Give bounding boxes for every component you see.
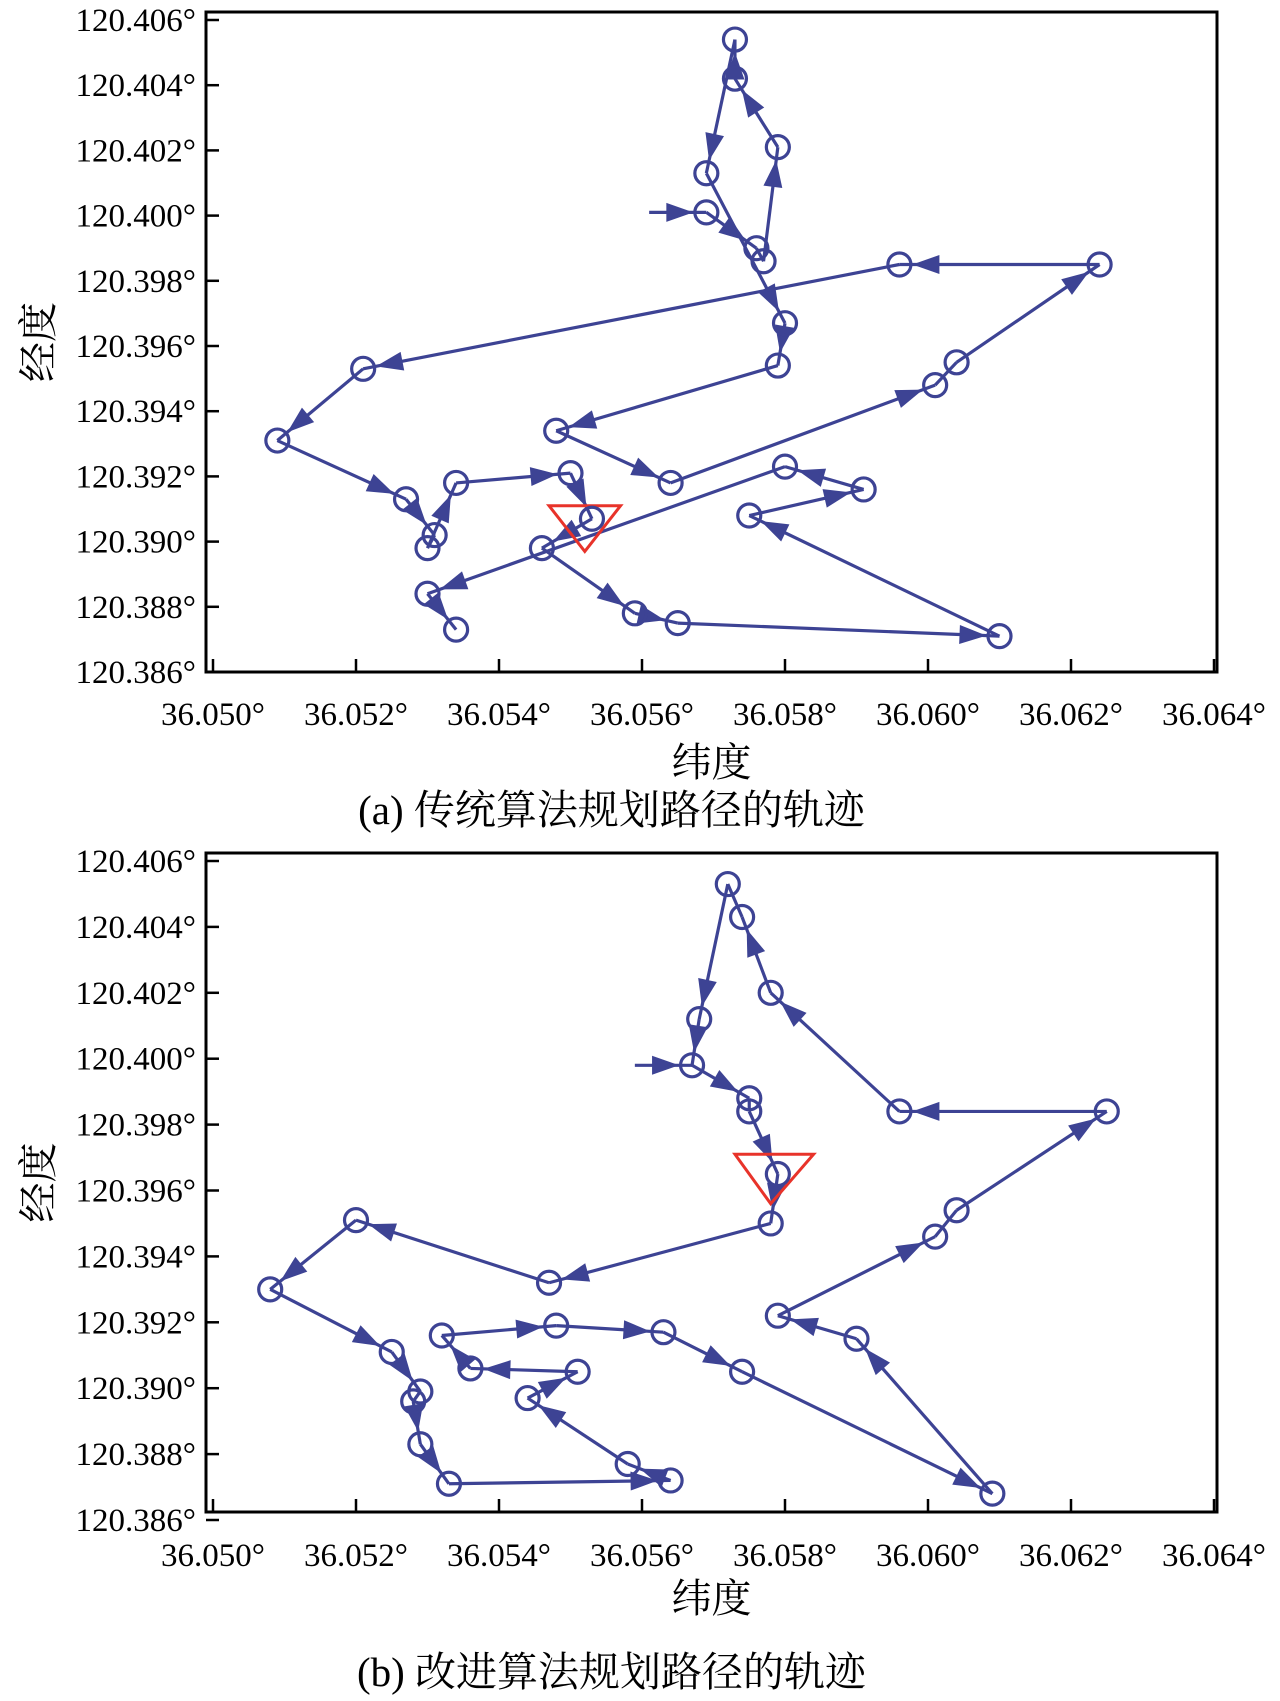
y-tick-label: 120.394° (75, 1239, 196, 1276)
direction-arrowhead (516, 1320, 544, 1339)
y-tick-label: 120.406° (75, 844, 196, 880)
direction-arrowhead (623, 1320, 651, 1339)
direction-arrowhead (895, 1242, 923, 1263)
y-tick-label: 120.404° (75, 68, 196, 105)
path-segment (678, 623, 1000, 636)
direction-arrowhead (569, 410, 598, 428)
x-tick-label: 36.056° (590, 697, 694, 733)
path-segment (749, 516, 999, 637)
direction-arrowhead (797, 469, 826, 487)
direction-arrowhead (705, 132, 724, 160)
y-tick-label: 120.398° (75, 263, 196, 300)
x-tick-label: 36.064° (1162, 1538, 1266, 1574)
direction-arrowhead (698, 978, 717, 1006)
direction-arrowhead (747, 929, 765, 958)
y-tick-label: 120.396° (75, 1173, 196, 1210)
direction-arrowhead (562, 1263, 591, 1281)
y-tick-label: 120.398° (75, 1107, 196, 1144)
direction-arrowhead (912, 1102, 939, 1121)
y-tick-label: 120.396° (75, 329, 196, 365)
direction-arrowhead (538, 1405, 566, 1428)
y-tick-label: 120.404° (75, 909, 196, 946)
y-tick-label: 120.392° (75, 459, 196, 496)
direction-arrowhead (597, 583, 625, 606)
plot-a (16, 3, 1266, 833)
x-tick-label: 36.060° (876, 1538, 980, 1574)
y-tick-label: 120.392° (75, 1305, 196, 1342)
direction-arrowhead (431, 495, 451, 524)
path-segment (363, 265, 899, 369)
subplot-caption: (b) 改进算法规划路径的轨迹 (356, 1649, 867, 1695)
y-tick-label: 120.394° (75, 394, 196, 431)
x-tick-label: 36.052° (304, 697, 408, 733)
y-axis-title: 经度 (16, 302, 61, 382)
direction-arrowhead (404, 1403, 423, 1431)
path-segment (671, 385, 936, 483)
y-tick-label: 120.406° (75, 3, 196, 39)
y-tick-label: 120.402° (75, 133, 196, 170)
x-tick-label: 36.062° (1019, 697, 1123, 733)
direction-arrowhead (538, 1378, 566, 1399)
trajectory-path (277, 40, 1099, 644)
direction-arrowhead (763, 160, 782, 188)
y-tick-label: 120.402° (75, 975, 196, 1012)
direction-arrowhead (368, 1223, 397, 1241)
x-axis-title: 纬度 (671, 740, 752, 785)
direction-arrowhead (666, 203, 693, 222)
path-segment (728, 884, 742, 917)
direction-arrowhead (742, 90, 764, 118)
plot-frame (206, 853, 1217, 1512)
y-tick-label: 120.386° (75, 655, 196, 691)
waypoint-markers (266, 28, 1111, 648)
direction-arrowhead (352, 1325, 380, 1346)
direction-arrowhead (761, 521, 789, 541)
x-tick-label: 36.052° (304, 1538, 408, 1574)
direction-arrowhead (637, 605, 665, 624)
x-tick-label: 36.064° (1162, 697, 1266, 733)
x-tick-label: 36.058° (733, 1538, 837, 1574)
x-tick-label: 36.060° (876, 697, 980, 733)
path-segment (742, 1372, 992, 1494)
direction-arrowhead (1061, 272, 1089, 295)
direction-arrowhead (440, 571, 469, 589)
subplot-caption: (a) 传统算法规划路径的轨迹 (358, 787, 865, 833)
plot-b (16, 844, 1266, 1695)
y-tick-label: 120.400° (75, 198, 196, 235)
x-tick-label: 36.054° (447, 697, 551, 733)
direction-arrowhead (753, 1134, 773, 1163)
y-tick-label: 120.390° (75, 524, 196, 561)
direction-arrowhead (790, 1318, 819, 1336)
y-tick-label: 120.388° (75, 589, 196, 626)
y-tick-label: 120.400° (75, 1041, 196, 1078)
direction-arrowhead (530, 467, 558, 486)
direction-arrowhead (775, 325, 794, 353)
direction-arrowhead (710, 1070, 738, 1092)
x-tick-label: 36.062° (1019, 1538, 1123, 1574)
x-tick-label: 36.054° (447, 1538, 551, 1574)
direction-arrowhead (630, 458, 659, 478)
y-tick-label: 120.388° (75, 1437, 196, 1474)
direction-arrowhead (912, 255, 939, 274)
direction-arrowhead (894, 390, 923, 408)
y-tick-label: 120.390° (75, 1371, 196, 1408)
x-tick-label: 36.056° (590, 1538, 694, 1574)
direction-arrowhead (652, 1056, 679, 1075)
direction-arrowhead (376, 352, 404, 371)
x-tick-label: 36.050° (161, 1538, 265, 1574)
direction-arrowhead (366, 474, 395, 494)
y-tick-label: 120.386° (75, 1503, 196, 1539)
plot-frame (206, 12, 1217, 672)
direction-arrowhead (823, 489, 851, 508)
y-axis-title: 经度 (16, 1142, 61, 1223)
x-axis-title: 纬度 (671, 1576, 752, 1621)
direction-arrowhead (1068, 1119, 1096, 1142)
direction-arrowhead (702, 1345, 730, 1366)
path-segment (428, 467, 786, 594)
direction-arrowhead (483, 1360, 510, 1379)
direction-arrowhead (280, 1257, 307, 1281)
trajectory-path (270, 884, 1107, 1494)
x-tick-label: 36.050° (161, 697, 265, 733)
x-tick-label: 36.058° (733, 697, 837, 733)
